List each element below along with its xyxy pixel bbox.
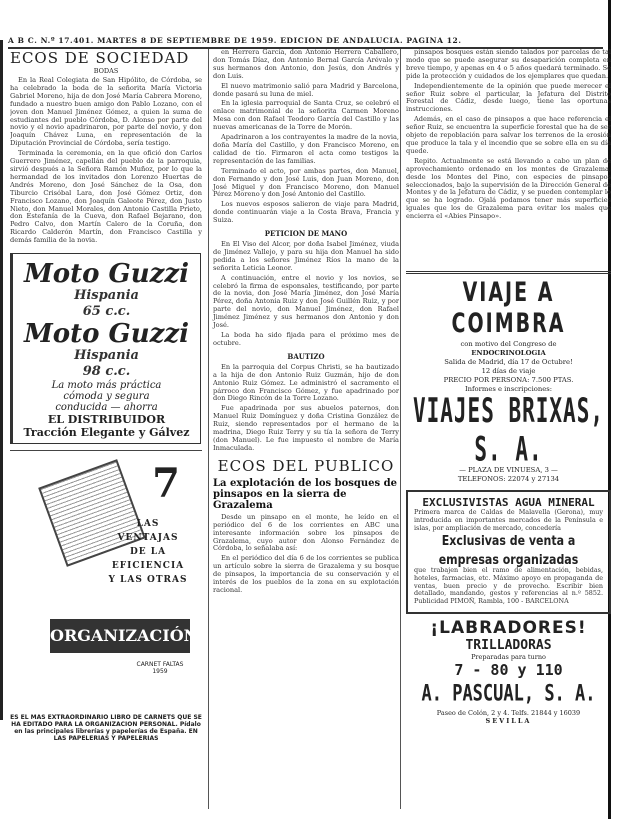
ad-text: que trabajen bien el ramo de alimentación, bebidas, hoteles, farmacias, etc. Máximo apoyo en propaganda de ventas, buen precio y de provecho. Escribir bien detallado, mandando, gestos y referencias al n.º 5852. Publicidad PIMOÑ, Rambla, 100 - BARCELONA: [414, 565, 603, 606]
article-paragraph: en Herrera García, don Antonio Herrera Caballero, don Tomás Díaz, don Antonio Bernal García Arévalo y sus hermanos don Antonio, don Jesús, don Andrés y don Luis.: [213, 49, 399, 80]
ad-text: Salida de Madrid, día 17 de Octubre!: [444, 358, 573, 366]
article-paragraph: Independientemente de la opinión que puede merecer el señor Ruiz sobre el particular, la Jefatura del Distrito Forestal de Cádiz, desde luego, tiene las oportunas instrucciones.: [406, 81, 611, 114]
ad-text: cómoda y segura: [63, 391, 150, 403]
ad-text: Primera marca de Caldas de Malavella (Gerona), muy introducida en importantes mercados de la Península e islas, por ampliación de mercado, concedería: [414, 508, 603, 532]
ad-text: EL DISTRIBUIDOR: [47, 413, 166, 427]
subsection-heading: BAUTIZO: [287, 351, 325, 361]
ad-footer: ES EL MAS EXTRAORDINARIO LIBRO DE CARNETS QUE SE HA EDITADO PARA LA ORGANIZACION PERSONAL. Pídalo en las principales librerías y papelerías de España. EN LAS PAPELERIAS Y PAPELERIAS: [10, 714, 202, 743]
article-paragraph: En El Viso del Alcor, por doña Isabel Jiménez, viuda de Jiménez Vallejo, y para su hija don Manuel ha sido pedida a los señores Jiménez Ríos la mano de la señorita Leticia Leonor.: [213, 240, 399, 272]
article-headline: La explotación de los bosques de pinsapos en la sierra de Grazalema: [213, 477, 397, 511]
ad-title: ¡LABRADORES!: [430, 618, 587, 639]
article-paragraph: Además, en el caso de pinsapos a que hace referencia el señor Ruiz, se encuentra la superficie forestal que ha de ser objeto de repoblación para salvar los terrenos de la erosión que produce la tala y el incendio que se sobre ella en su día quede.: [406, 115, 611, 155]
article-paragraph: La boda ha sido fijada para el próximo mes de octubre.: [213, 331, 399, 347]
ad-text: Hispania: [74, 348, 139, 364]
ad-text: 7 - 80 y 110: [454, 661, 563, 680]
page-edge-left: [0, 40, 3, 720]
article-continuation: [406, 49, 611, 267]
article-paragraph: Apadrinaron a los contrayentes la madre de la novia, doña María del Castillo, y don Francisco Moreno, en calidad de tío. Firmaron el acta como testigos la representación de las familias.: [213, 133, 399, 165]
coimbra-trip-ad: [406, 271, 611, 484]
ad-text: — PLAZA DE VINUESA, 3 —: [459, 466, 558, 474]
mineral-water-ad: [406, 490, 611, 614]
ad-brand: VIAJES BRIXAS, S. A.: [412, 391, 604, 469]
ad-text: ENDOCRINOLOGIA: [471, 349, 546, 357]
ad-text: Hispania: [74, 288, 139, 304]
article-paragraph: Desde un pinsapo en el monte, he leído en el periódico del 6 de los corrientes en ABC una interesante información sobre los pinsapos de Grazalema, cuyo autor don Alonso Fernández de Córdoba, lo señalaba así:: [213, 512, 399, 553]
article-paragraph: pinsapos bosques están siendo talados por parcelas de tal modo que se puede asegurar su desaparición completa en breve tiempo, y apenas en 4 o 5 años quedará terminado. Se pide la protección y cuidados de los ejemplares que quedan.: [406, 49, 611, 80]
ad-title: VIAJE A COIMBRA: [451, 277, 566, 339]
ad-number: 7: [152, 460, 180, 508]
subsection-heading: PETICION DE MANO: [264, 229, 348, 239]
ad-brand: Moto Guzzi: [23, 259, 190, 290]
column-3: [400, 49, 611, 809]
article-paragraph: El nuevo matrimonio salió para Madrid y Barcelona, donde pasará su luna de miel.: [213, 81, 399, 98]
ad-text: 98 c.c.: [82, 364, 131, 380]
section-title: ECOS DEL PUBLICO: [217, 456, 395, 475]
ad-text: Tracción Elegante y Gálvez: [23, 426, 190, 440]
ad-headline: Exclusivas de venta a empresas organizadas: [438, 532, 579, 568]
ad-text: Preparadas para turno: [471, 653, 546, 662]
ad-subtitle: TRILLADORAS: [465, 638, 552, 654]
article-paragraph: En la parroquia del Corpus Christi, se ha bautizado a la hija de don Antonio Ruiz Guzmán, hijo de don Antonio Ruiz Gómez. Le administró el sacramento el párroco don Francisco Gómez, y fue apadrinado por don Diego Rincón de la Torre Lozano.: [213, 362, 399, 403]
ad-text: Paseo de Colón, 2 y 4. Telfs. 21844 y 16039: [436, 709, 581, 718]
article-paragraph: Fue apadrinada por sus abuelos paternos, don Manuel Ruiz Domínguez y doña Cristina González de Ruiz, siendo representados por el hermano de la madrina, Diego Ruiz Terry y su tía la señora de Terry (don Manuel). Le fue impuesto el nombre de María Inmaculada.: [213, 404, 399, 452]
ad-text: con motivo del Congreso de: [460, 340, 557, 348]
page-header: A B C. N.º 17.401. MARTES 8 DE SEPTIEMBRE DE 1959. EDICION DE ANDALUCIA. PAGINA 12.: [8, 36, 603, 49]
column-2: [208, 49, 399, 809]
ad-brand: ORGANIZACIÓN: [50, 619, 190, 653]
ad-text: SEVILLA: [485, 717, 532, 726]
ad-text: 12 días de viaje: [481, 367, 536, 375]
section-title: ECOS DE SOCIEDAD: [10, 49, 190, 67]
threshers-ad: [406, 618, 611, 725]
moto-guzzi-ad: [10, 253, 201, 444]
ad-text: 65 c.c.: [82, 304, 131, 320]
column-1: [10, 49, 202, 815]
ad-text: conducida — ahorra: [55, 402, 158, 414]
article-paragraph: Los nuevos esposos salieron de viaje para Madrid, donde continuarán viaje a la Costa Brava, Francia y Suiza.: [213, 200, 399, 225]
article-paragraph: En la iglesia parroquial de Santa Cruz, se celebró el enlace matrimonial de la señorita Carmen Moreno Mesa con don Rafael Teodoro García del Castillo y las nuevas americanas de la Torre de Morón.: [213, 99, 399, 132]
section-subtitle: BODAS: [93, 67, 119, 75]
article-paragraph: En la Real Colegiata de San Hipólito, de Córdoba, se ha celebrado la boda de la señorita María Victoria Gabriel Moreno, hija de don José María Cabrera Moreno, fundado a nuestro buen amigo don Pablo Lozano, con el joven don Manuel Jiménez Gómez, a quien la suma de estudiantes del pueblo Córdoba, D. Alonso por parte del novio y el novio apadrinaron, por parte del novio, y don Joaquín Chávez Luna, en representación de la Diputación Provincial de Córdoba, sería testigo.: [10, 76, 202, 148]
article-paragraph: Terminada la ceremonia, en la que ofició don Carlos Guerrero Jiménez, capellán del pueblo de la parroquia, sirvió después a la Señora Ramón Muñoz, por lo que la hermandad de los invitados don Lorenzo Huertas de Andrés Moreno, don José Sánchez de la Osa, don Tiburcio Crisóbal Lara, don José Gómez Ortiz, don Francisco Lozano, don Joaquín Galeote Pérez, don Justo Nieto, don Manuel Morales, don Antonio Castilla Prieto, don Estefanía de la Cueva, don Rafael Bejarano, don Pedro Calvo, don Martín Calero de la Coruña, don Ricardo Calderón Martín, don Francisco Castilla y demás familia de la novia.: [10, 149, 202, 245]
ad-title: EXCLUSIVISTAS AGUA MINERAL: [422, 496, 595, 509]
article-paragraph: Terminado el acto, por ambas partes, don Manuel, don Fernando y don José Luis, don Juan Moreno, don José Miguel y don Francisco Moreno, don Manuel Pérez Moreno y don José Antonio del Castillo.: [213, 166, 399, 199]
ad-text: Informes e inscripciones:: [464, 385, 553, 393]
article-paragraph: Repito. Actualmente se está llevando a cabo un plan de aprovechamiento ordenado en los montes de Grazalema, desde los Montes del Pino, con especies de pinsapos seleccionados, bajo la supervisión de la Dirección General de Montes y de la Jefatura de Cádiz, y se pueden contemplar lo que se ha logrado. Ojalá podamos tener más superficies iguales que los de Grazalema para evitar los males que encierra el «Abies Pinsapo».: [406, 156, 611, 221]
article-paragraph: En el periódico del día 6 de los corrientes se publica un artículo sobre la sierra de Grazalema y su bosque de pinsapos, la importancia de su conservación y el interés de los pueblos de la zona en su explotación racional.: [213, 554, 399, 594]
ad-text: CARNET FALTAS 1959: [136, 661, 184, 676]
ad-text: La moto más práctica: [51, 380, 162, 392]
article-paragraph: A continuación, entre el novio y los novios, se celebró la firma de esponsales, testificando, por parte de la novia, don José María Jiménez, don José María Pérez, doña Antonia Ruiz y don José Guillén Ruiz, y por parte del novio, don Manuel Jiménez, don Rafael Jiménez Jiménez y sus hermanos don Antonio y don José.: [213, 273, 399, 330]
ad-brand: Moto Guzzi: [23, 319, 190, 350]
ad-brand: A. PASCUAL, S. A.: [421, 681, 596, 708]
seven-advantages-ad: [10, 450, 202, 746]
ad-text: TELEFONOS: 22074 y 27134: [457, 475, 560, 483]
ad-text: LAS VENTAJAS DE LA EFICIENCIA Y LAS OTRAS: [108, 519, 188, 586]
ad-text: PRECIO POR PERSONA: 7.500 PTAS.: [443, 376, 574, 384]
